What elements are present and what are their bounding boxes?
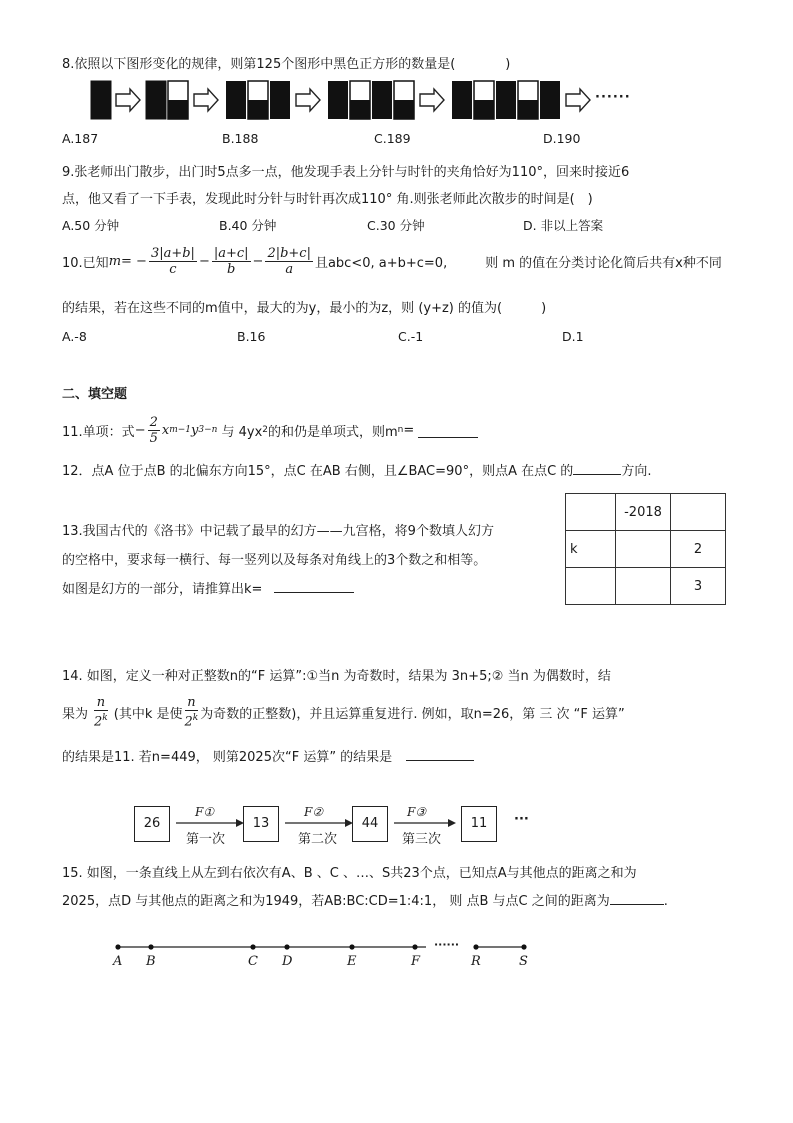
point-e bbox=[349, 944, 354, 949]
arrow-icon bbox=[116, 89, 140, 111]
point-s bbox=[521, 944, 526, 949]
q13-line-2: 的空格中，要求每一横行、每一竖列以及每条对角线上的3个数之和相等。 bbox=[62, 553, 487, 568]
label-e: E bbox=[347, 954, 357, 969]
q11-prefix: 11.单项：式 bbox=[62, 424, 135, 440]
q15-answer-blank[interactable] bbox=[610, 890, 664, 905]
q11-fraction: $\frac{2}{5}$ bbox=[149, 414, 158, 446]
q13-line-3: 如图是幻方的一部分，请推算出k= bbox=[62, 578, 354, 597]
pattern-figure-1 bbox=[91, 81, 111, 119]
grid-cell: 3 bbox=[671, 568, 726, 605]
q9-option-b[interactable]: B.40 分钟 bbox=[219, 218, 277, 233]
q10-m: m bbox=[108, 253, 122, 269]
q10-option-c[interactable]: C.-1 bbox=[398, 329, 424, 344]
q10-eq: = − bbox=[121, 253, 147, 269]
q13-answer-blank[interactable] bbox=[274, 578, 354, 593]
grid-cell: -2018 bbox=[616, 494, 671, 531]
q12-answer-blank[interactable] bbox=[573, 460, 621, 475]
section-title-fill-in: 二、填空题 bbox=[62, 387, 128, 402]
pattern-figure-2 bbox=[146, 81, 188, 119]
q10-line-2: 的结果，若在这些不同的m值中，最大的为y，最小的为z，则 (y+z) 的值为( ) bbox=[62, 301, 547, 316]
arrow-icon bbox=[285, 819, 353, 827]
flow-op-2: F② bbox=[304, 805, 324, 819]
q14-fraction-1: $\frac{n}{2^k}$ bbox=[94, 694, 108, 730]
q8-option-a[interactable]: A.187 bbox=[62, 131, 99, 146]
q11-answer-blank[interactable] bbox=[418, 423, 478, 438]
q8-option-b[interactable]: B.188 bbox=[222, 131, 259, 146]
grid-cell bbox=[616, 568, 671, 605]
arrow-icon bbox=[296, 89, 320, 111]
point-b bbox=[148, 944, 153, 949]
label-a: A bbox=[113, 954, 123, 969]
q9-line-2: 点，他又看了一下手表，发现此时分针与时针再次成110° 角.则张老师此次散步的时间是( ) bbox=[62, 192, 593, 207]
q10-option-d[interactable]: D.1 bbox=[562, 329, 584, 344]
grid-cell bbox=[671, 494, 726, 531]
q8-pattern-figure bbox=[88, 78, 648, 122]
q9-option-d[interactable]: D. 非以上答案 bbox=[523, 218, 604, 233]
point-c bbox=[250, 944, 255, 949]
number-line-ellipsis: ······ bbox=[434, 938, 460, 951]
point-a bbox=[115, 944, 120, 949]
pattern-figure-4 bbox=[328, 81, 414, 119]
flow-step-1: 第一次 bbox=[186, 832, 226, 847]
pattern-figure-3 bbox=[226, 81, 290, 119]
point-d bbox=[284, 944, 289, 949]
q8-option-d[interactable]: D.190 bbox=[543, 131, 581, 146]
pattern-ellipsis: ······ bbox=[595, 90, 631, 105]
q9-option-c[interactable]: C.30 分钟 bbox=[367, 218, 425, 233]
label-s: S bbox=[519, 954, 528, 969]
q10-minus-1: − bbox=[198, 253, 210, 269]
q11-neg: − bbox=[134, 422, 146, 438]
point-r bbox=[473, 944, 478, 949]
q10-line-1 bbox=[62, 242, 722, 280]
q8-option-c[interactable]: C.189 bbox=[374, 131, 411, 146]
flow-box-3: 44 bbox=[352, 806, 388, 842]
flow-step-3: 第三次 bbox=[402, 832, 442, 847]
q14-line-3: 的结果是11. 若n=449， 则第2025次“F 运算” 的结果是 bbox=[62, 746, 474, 765]
arrow-icon bbox=[420, 89, 444, 111]
grid-cell bbox=[566, 568, 616, 605]
q14-line-2: 果为 $\frac{n}{2^k}$ (其中k 是使 $\frac{n}{2^k}$ 为奇数的正整数)，并且运算重复进行. 例如，取n=26，第 三 次 “F 运算” bbox=[62, 694, 625, 730]
flow-ellipsis: ··· bbox=[514, 812, 529, 827]
q13-line-1: 13.我国古代的《洛书》中记载了最早的幻方——九宫格，将9个数填人幻方 bbox=[62, 524, 494, 539]
q10-prefix: 10.已知 bbox=[62, 255, 109, 271]
label-c: C bbox=[248, 954, 258, 969]
flow-step-2: 第二次 bbox=[298, 832, 338, 847]
label-r: R bbox=[471, 954, 481, 969]
arrow-icon bbox=[566, 89, 590, 111]
grid-cell bbox=[616, 531, 671, 568]
arrow-icon bbox=[194, 89, 218, 111]
q10-tail: 则 m 的值在分类讨论化简后共有x种不同 bbox=[485, 255, 722, 271]
q10-fraction-1: $\frac{3|a+b|}{c}$ bbox=[150, 245, 195, 277]
q15-line-2: 2025，点D 与其他点的距离之和为1949，若AB:BC:CD=1:4:1， 则 点B 与点C 之间的距离为 . bbox=[62, 890, 668, 909]
label-d: D bbox=[282, 954, 293, 969]
grid-cell: k bbox=[566, 531, 616, 568]
q14-answer-blank[interactable] bbox=[406, 746, 474, 761]
q11-line: 11.单项：式 − $\frac{2}{5}$ x m−1 y 3−n 与 4yx 2 的和仍是单项式，则m n = bbox=[62, 411, 478, 449]
flow-op-1: F① bbox=[195, 805, 215, 819]
arrow-icon bbox=[176, 819, 244, 827]
magic-square-grid bbox=[565, 493, 726, 605]
flow-op-3: F③ bbox=[407, 805, 427, 819]
q9-line-1: 9.张老师出门散步，出门时5点多一点，他发现手表上分针与时针的夹角恰好为110°，回来时接近6 bbox=[62, 165, 630, 180]
q8-stem: 8.依照以下图形变化的规律，则第125个图形中黑色正方形的数量是( ) bbox=[62, 57, 511, 72]
arrow-icon bbox=[394, 819, 456, 827]
q10-fraction-2: $\frac{|a+c|}{b}$ bbox=[213, 245, 249, 277]
label-b: B bbox=[146, 954, 156, 969]
q10-fraction-3: $\frac{2|b+c|}{a}$ bbox=[267, 245, 311, 277]
q9-option-a[interactable]: A.50 分钟 bbox=[62, 218, 120, 233]
q14-line-1: 14. 如图，定义一种对正整数n的“F 运算”:①当n 为奇数时，结果为 3n+5;② 当n 为偶数时，结 bbox=[62, 669, 611, 684]
q10-condition: 且abc<0, a+b+c=0, bbox=[314, 255, 448, 271]
grid-cell: 2 bbox=[671, 531, 726, 568]
grid-cell bbox=[566, 494, 616, 531]
pattern-figure-5 bbox=[452, 81, 560, 119]
q14-fraction-2: $\frac{n}{2^k}$ bbox=[184, 694, 199, 730]
q10-option-a[interactable]: A.-8 bbox=[62, 329, 87, 344]
flow-box-1: 26 bbox=[134, 806, 170, 842]
point-f bbox=[412, 944, 417, 949]
q12-line: 12．点A 位于点B 的北偏东方向15°，点C 在AB 右侧，且∠BAC=90°，则点A 在点C 的 方向. bbox=[62, 460, 651, 479]
label-f: F bbox=[411, 954, 421, 969]
q10-option-b[interactable]: B.16 bbox=[237, 329, 266, 344]
q10-minus-2: − bbox=[252, 253, 264, 269]
flow-box-2: 13 bbox=[243, 806, 279, 842]
q15-line-1: 15. 如图，一条直线上从左到右依次有A、B 、C 、…、S共23个点，已知点A与其他点的距离之和为 bbox=[62, 866, 637, 881]
flow-box-4: 11 bbox=[461, 806, 497, 842]
